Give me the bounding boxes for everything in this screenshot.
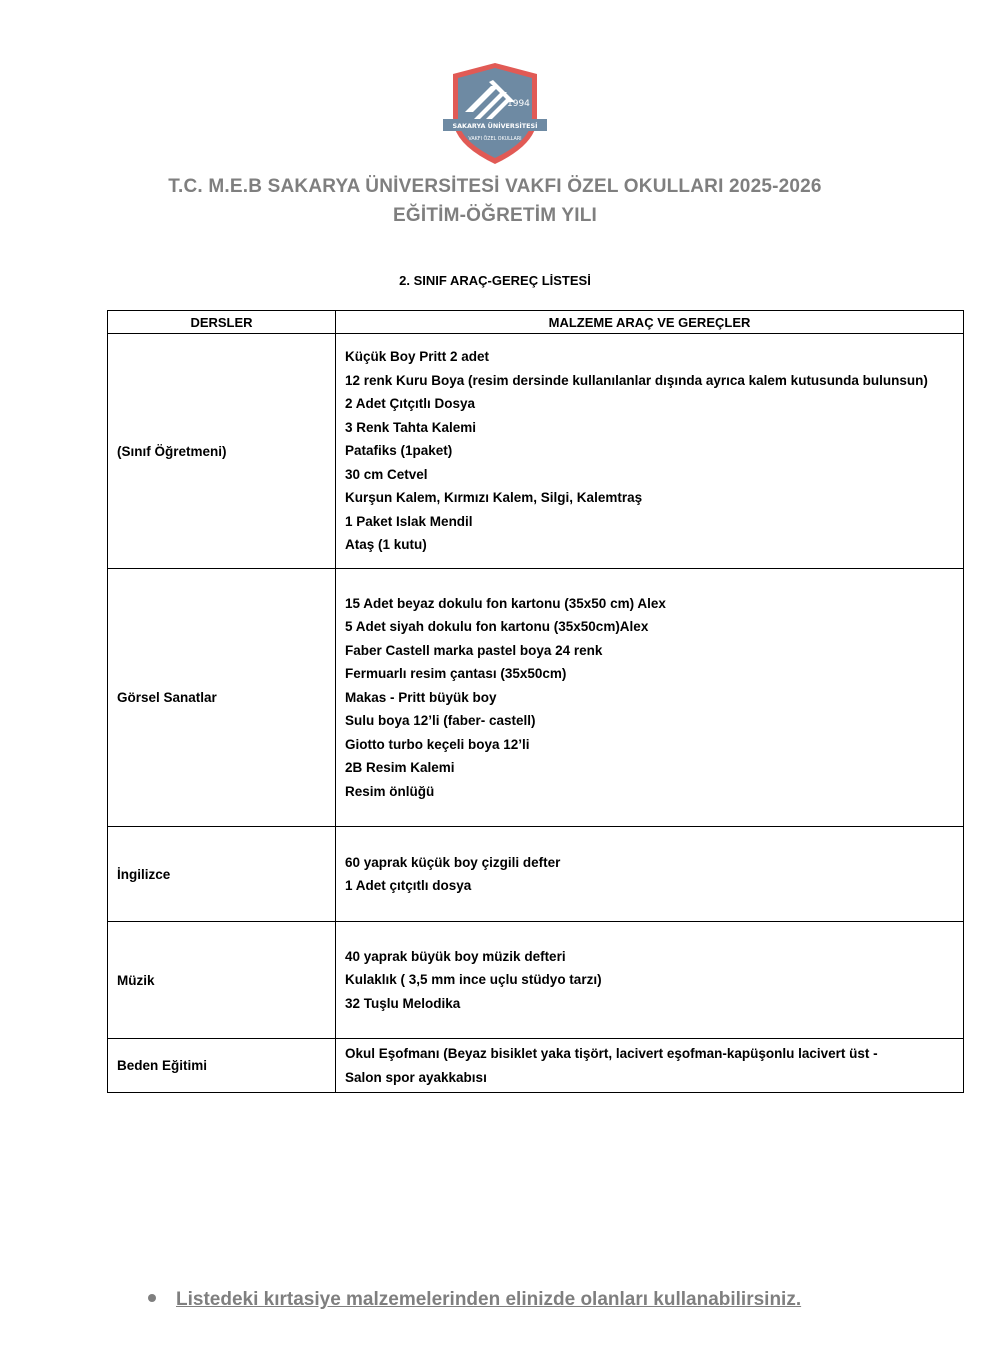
bullet-icon (148, 1294, 156, 1302)
material-item: 60 yaprak küçük boy çizgili defter (345, 854, 561, 870)
materials-cell (336, 334, 964, 569)
svg-text:SAKARYA ÜNİVERSİTESİ: SAKARYA ÜNİVERSİTESİ (452, 122, 538, 130)
material-item: Resim önlüğü (345, 783, 435, 799)
material-item: Fermuarlı resim çantası (35x50cm) (345, 666, 567, 682)
svg-text:VAKFI ÖZEL OKULLARI: VAKFI ÖZEL OKULLARI (468, 137, 522, 142)
material-item: 40 yaprak büyük boy müzik defteri (345, 948, 566, 964)
course-name: Beden Eğitimi (108, 1039, 336, 1093)
material-item: Makas - Pritt büyük boy (345, 689, 497, 705)
materials-cell (336, 922, 964, 1039)
material-item: Ataş (1 kutu) (345, 537, 427, 553)
material-item: 5 Adet siyah dokulu fon kartonu (35x50cm)Alex (345, 619, 649, 635)
course-name: İngilizce (108, 827, 336, 922)
column-header-courses: DERSLER (108, 311, 336, 334)
material-item: 2B Resim Kalemi (345, 760, 455, 776)
materials-cell (336, 1039, 964, 1093)
material-item: Giotto turbo keçeli boya 12’li (345, 736, 530, 752)
column-header-materials: MALZEME ARAÇ VE GEREÇLER (336, 311, 964, 334)
material-item: Faber Castell marka pastel boya 24 renk (345, 642, 603, 658)
material-item: 1 Paket Islak Mendil (345, 513, 473, 529)
footer-note-text: Listedeki kırtasiye malzemelerinden elinizde olanları kullanabilirsiniz. (176, 1289, 802, 1310)
page-title: T.C. M.E.B SAKARYA ÜNİVERSİTESİ VAKFI ÖZEL OKULLARI 2025-2026 (168, 176, 822, 197)
material-item: 2 Adet Çıtçıtlı Dosya (345, 396, 476, 412)
course-name: (Sınıf Öğretmeni) (108, 334, 336, 569)
material-item: Sulu boya 12’li (faber- castell) (345, 713, 536, 729)
school-logo (441, 60, 549, 166)
table-row (108, 1039, 964, 1093)
materials-cell (336, 827, 964, 922)
material-item: Kurşun Kalem, Kırmızı Kalem, Silgi, Kalemtraş (345, 490, 643, 506)
material-item: 15 Adet beyaz dokulu fon kartonu (35x50 cm) Alex (345, 595, 666, 611)
course-name: Görsel Sanatlar (108, 569, 336, 827)
svg-text:1994: 1994 (507, 99, 530, 109)
material-item: 3 Renk Tahta Kalemi (345, 419, 477, 435)
footer-note (143, 1289, 903, 1311)
material-item: 1 Adet çıtçıtlı dosya (345, 878, 472, 893)
table-row (108, 569, 964, 827)
supply-table (107, 310, 964, 1093)
page-title-line2: EĞİTİM-ÖĞRETİM YILI (392, 205, 597, 226)
material-item: Salon spor ayakkabısı (345, 1069, 487, 1085)
material-item: 30 cm Cetvel (345, 466, 428, 482)
materials-cell (336, 569, 964, 827)
table-row (108, 334, 964, 569)
material-item: Küçük Boy Pritt 2 adet (345, 349, 490, 365)
material-item: Patafiks (1paket) (345, 443, 453, 459)
material-item: 12 renk Kuru Boya (resim dersinde kullanılanlar dışında ayrıca kalem kutusunda bulunsun) (345, 372, 928, 388)
material-item: Kulaklık ( 3,5 mm ince uçlu stüdyo tarzı) (345, 972, 602, 988)
list-heading: 2. SINIF ARAÇ-GEREÇ LİSTESİ (399, 273, 591, 288)
material-item: 32 Tuşlu Melodika (345, 995, 461, 1011)
material-item: Okul Eşofmanı (Beyaz bisiklet yaka tişört, lacivert eşofman-kapüşonlu lacivert üst - (345, 1046, 878, 1061)
table-row (108, 827, 964, 922)
table-row (108, 922, 964, 1039)
table-header-row (108, 311, 964, 334)
course-name: Müzik (108, 922, 336, 1039)
